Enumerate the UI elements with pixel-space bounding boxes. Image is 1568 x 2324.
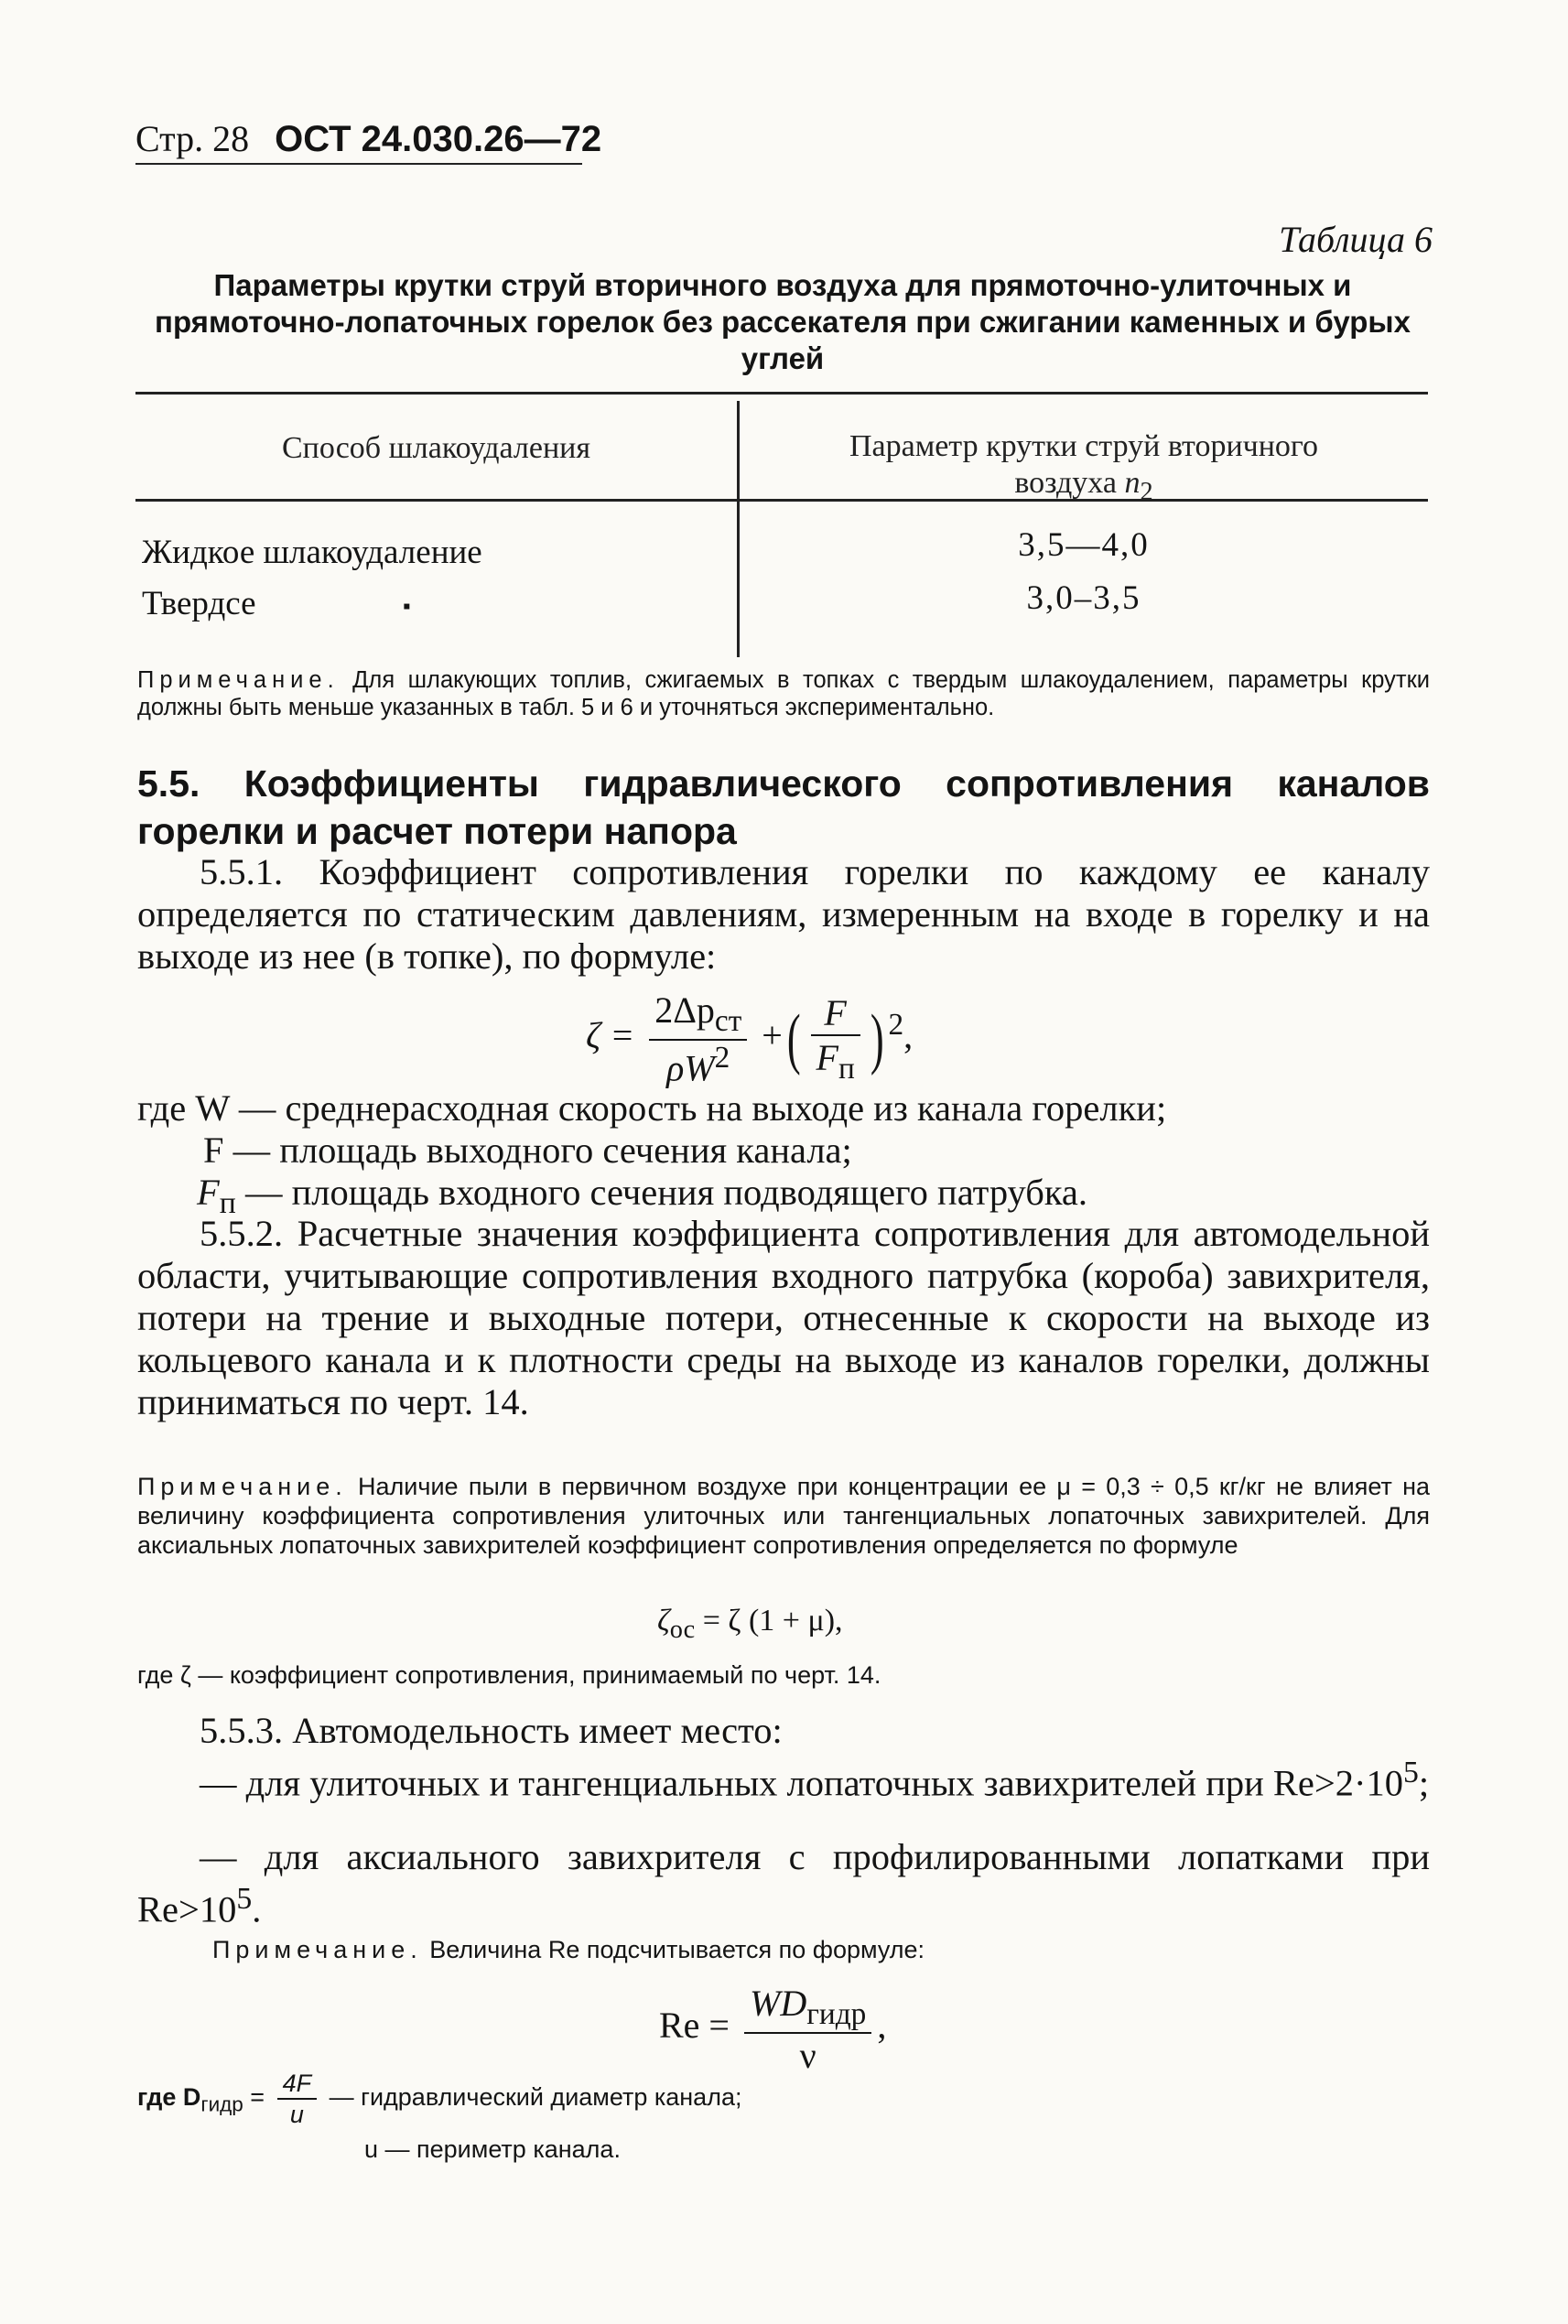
table-note [137,666,1430,721]
table-top-rule [135,392,1428,395]
fraction-2-num: F [811,991,860,1036]
formula-reynolds [659,1982,886,2077]
page-header [135,117,601,160]
table-row-2-mark: ▪ [403,595,411,619]
formula-axial-lhs: ζ [657,1604,670,1638]
definition-perimeter: u — периметр канала. [364,2135,621,2163]
hydraulic-diameter-eq: = [243,2083,272,2112]
formula-fraction-1 [649,989,747,1089]
hydraulic-diameter-den: u [289,2101,304,2128]
table-header-parameter-line1: Параметр крутки струй вторичного [849,429,1319,463]
fraction-1-den: ρW [666,1047,715,1089]
paragraph-5-5-3-item-1 [137,1752,1430,1805]
note-dust-label: Примечание. [137,1473,348,1500]
formula-reynolds-fraction [744,1982,871,2077]
note-reynolds-label: Примечание. [212,1936,423,1963]
reynolds-num-sub: гидр [806,1997,867,2031]
definition-w: где W — среднерасходная скорость на выходе из канала горелки; [137,1087,1167,1129]
paragraph-5-5-3: 5.5.3. Автомодельность имеет место: [200,1710,783,1751]
standard-number: ОСТ 24.030.26—72 [275,119,602,159]
formula-axial [657,1604,843,1645]
table-row-1-method: Жидкое шлакоудаление [142,534,482,571]
fraction-1-num: 2Δp [654,989,715,1031]
table-row-2-value: 3,0–3,5 [1026,579,1141,617]
formula-reynolds-lhs: Re = [659,2005,730,2047]
formula-fraction-2 [811,991,860,1086]
table-note-text: Для шлакующих топлив, сжигаемых в топках с твердым шлакоудалением, параметры крутки должны быть меньше указанных в табл. 5 и 6 и уточняться экспериментально. [137,667,1430,720]
note-reynolds-text: Величина Re подсчитывается по формуле: [422,1936,925,1963]
paragraph-5-5-2: 5.5.2. Расчетные значения коэффициента сопротивления для автомодельной области, учитывающие сопротивления входного патрубка (короба) завихрителя, потери на трение и выходные потери, отнесенные к скорости на выходе из кольцевого канала и к плотности среды на выходе из каналов горелки, должны приниматься по черт. 14. [137,1213,1430,1422]
definition-fp-text: — площадь входного сечения подводящего патрубка. [235,1172,1088,1213]
table-header-parameter-line2: воздуха [1014,466,1117,500]
section-heading: 5.5. Коэффициенты гидравлического сопротивления каналов горелки и расчет потери напора [137,762,1430,852]
formula-exponent: 2 [888,1008,904,1043]
item-1-sup: 5 [1402,1756,1419,1789]
formula-lhs: ζ = [586,1014,635,1056]
table-row-2-method: Твердсе [142,585,256,622]
hydraulic-diameter-text: — гидравлический диаметр канала; [322,2083,742,2112]
item-2-text: — для аксиального завихрителя с профилированными лопатками при Re>10 [137,1836,1430,1930]
table-header-symbol-sub: 2 [1140,477,1153,506]
note-dust [137,1472,1430,1560]
formula-axial-sub: ос [669,1615,696,1644]
fraction-1-den-sup: 2 [714,1041,730,1075]
item-1-tail: ; [1418,1762,1430,1804]
note-dust-text: Наличие пыли в первичном воздухе при концентрации ее μ = 0,3 ÷ 0,5 кг/кг не влияет на величину коэффициента сопротивления улиточных или тангенциальных лопаточных завихрителей. Для аксиальных лопаточных завихрителей коэффициент сопротивления определяется по формуле [137,1473,1430,1559]
formula-plus: + [762,1014,783,1056]
fraction-2-den: F [816,1037,838,1079]
note-reynolds [212,1935,925,1964]
fraction-2-den-sub: п [838,1052,855,1086]
reynolds-num: WD [750,1983,807,2024]
table-label: Таблица 6 [1279,219,1433,260]
formula-axial-rhs: = ζ (1 + μ), [695,1604,843,1638]
definition-f: F — площадь выходного сечения канала; [203,1130,852,1171]
definition-fp-symbol: F [197,1172,220,1213]
paragraph-5-5-3-item-2 [137,1836,1430,1931]
hydraulic-diameter-fraction [277,2069,318,2129]
hydraulic-diameter-num: 4F [277,2069,318,2100]
item-2-sup: 5 [236,1882,253,1916]
item-1-text: — для улиточных и тангенциальных лопаточных завихрителей при Re>2·10 [200,1762,1403,1804]
note-dust-definition: где ζ — коэффициент сопротивления, принимаемый по черт. 14. [137,1661,881,1689]
formula-reynolds-tail: , [877,2005,887,2047]
formula-resistance: ζ = $\frac{2\Delta p_{ст}}{\rho W^2}$ +( $\frac{F}{F_п}$ ) $^2$, [586,989,914,1089]
table-note-label: Примечание. [137,667,340,693]
formula-hydraulic-diameter [137,2069,741,2129]
page-number: Стр. 28 [135,118,250,159]
table-title: Параметры крутки струй вторичного воздуха для прямоточно-улиточных и прямоточно-лопаточных горелок без рассекателя при сжигании каменных и бурых углей [155,268,1411,375]
table-header-parameter [740,428,1428,511]
paragraph-5-5-1: 5.5.1. Коэффициент сопротивления горелки по каждому ее каналу определяется по статическим давлениям, измеренным на входе в горелку и на выходе из нее (в топке), по формуле: [137,851,1430,977]
hydraulic-diameter-sub: гидр [200,2092,243,2116]
reynolds-den: ν [799,2035,816,2076]
formula-tail: , [903,1014,914,1056]
header-underline [135,163,582,165]
table-row-1-value: 3,5—4,0 [1018,526,1150,564]
fraction-1-num-sub: ст [714,1004,742,1038]
table-header-symbol: n [1124,466,1141,500]
item-2-tail: . [252,1888,262,1930]
definition-fp-sub: п [219,1186,236,1221]
table-header-method: Способ шлакоудаления [282,431,590,465]
hydraulic-diameter-symbol: где D [137,2083,201,2112]
